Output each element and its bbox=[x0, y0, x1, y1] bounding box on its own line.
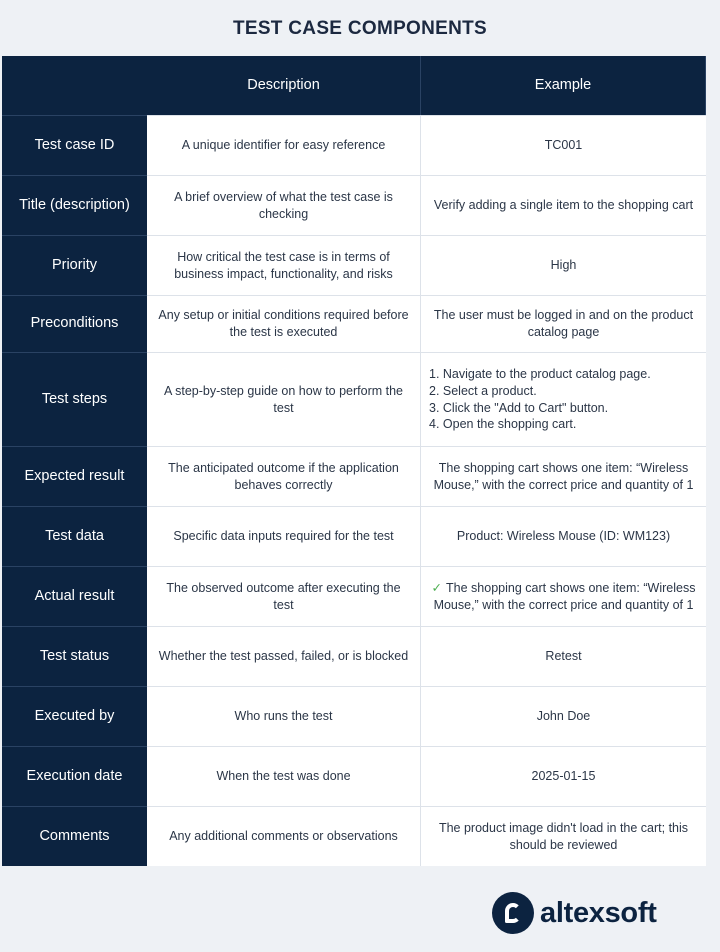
row-label: Priority bbox=[2, 235, 147, 295]
check-icon: ✓ bbox=[431, 580, 443, 595]
row-description: A unique identifier for easy reference bbox=[147, 115, 421, 175]
row-label: Test case ID bbox=[2, 115, 147, 175]
test-step: 3. Click the "Add to Cart" button. bbox=[429, 400, 609, 415]
row-example: The product image didn't load in the cart; this should be reviewed bbox=[421, 806, 706, 866]
column-header-description: Description bbox=[147, 56, 421, 115]
row-example: Retest bbox=[421, 626, 706, 686]
test-steps-list bbox=[421, 352, 706, 446]
row-description: Whether the test passed, failed, or is blocked bbox=[147, 626, 421, 686]
test-step: 4. Open the shopping cart. bbox=[429, 417, 577, 432]
row-description: Any additional comments or observations bbox=[147, 806, 421, 866]
row-example: High bbox=[421, 235, 706, 295]
row-example: The user must be logged in and on the product catalog page bbox=[421, 295, 706, 352]
row-description: When the test was done bbox=[147, 746, 421, 806]
row-label: Comments bbox=[2, 806, 147, 866]
row-example bbox=[421, 566, 706, 626]
row-label: Test data bbox=[2, 506, 147, 566]
row-label: Execution date bbox=[2, 746, 147, 806]
row-label: Preconditions bbox=[2, 295, 147, 352]
row-label: Test steps bbox=[2, 352, 147, 446]
actual-result-text: The shopping cart shows one item: “Wireless Mouse,” with the correct price and quantity of 1 bbox=[433, 580, 696, 612]
components-table bbox=[2, 56, 706, 866]
test-step: 1. Navigate to the product catalog page. bbox=[429, 366, 651, 381]
row-example: TC001 bbox=[421, 115, 706, 175]
row-description: How critical the test case is in terms of business impact, functionality, and risks bbox=[147, 235, 421, 295]
row-description: The observed outcome after executing the test bbox=[147, 566, 421, 626]
row-description: Specific data inputs required for the test bbox=[147, 506, 421, 566]
row-label: Title (description) bbox=[2, 175, 147, 235]
test-step: 2. Select a product. bbox=[429, 383, 537, 398]
row-description: A brief overview of what the test case is checking bbox=[147, 175, 421, 235]
row-description: A step-by-step guide on how to perform the test bbox=[147, 352, 421, 446]
row-label: Test status bbox=[2, 626, 147, 686]
altexsoft-logo bbox=[492, 892, 657, 934]
table-corner bbox=[2, 56, 147, 115]
row-example: Product: Wireless Mouse (ID: WM123) bbox=[421, 506, 706, 566]
altexsoft-logo-icon bbox=[492, 892, 534, 934]
row-label: Expected result bbox=[2, 446, 147, 506]
row-example: Verify adding a single item to the shopping cart bbox=[421, 175, 706, 235]
row-example: 2025-01-15 bbox=[421, 746, 706, 806]
row-label: Actual result bbox=[2, 566, 147, 626]
brand-name: altexsoft bbox=[540, 896, 657, 929]
row-description: The anticipated outcome if the application behaves correctly bbox=[147, 446, 421, 506]
row-label: Executed by bbox=[2, 686, 147, 746]
column-header-example: Example bbox=[421, 56, 706, 115]
row-example: John Doe bbox=[421, 686, 706, 746]
page-title: TEST CASE COMPONENTS bbox=[232, 18, 488, 39]
row-description: Who runs the test bbox=[147, 686, 421, 746]
row-description: Any setup or initial conditions required before the test is executed bbox=[147, 295, 421, 352]
row-example: The shopping cart shows one item: “Wireless Mouse,” with the correct price and quantity of 1 bbox=[421, 446, 706, 506]
